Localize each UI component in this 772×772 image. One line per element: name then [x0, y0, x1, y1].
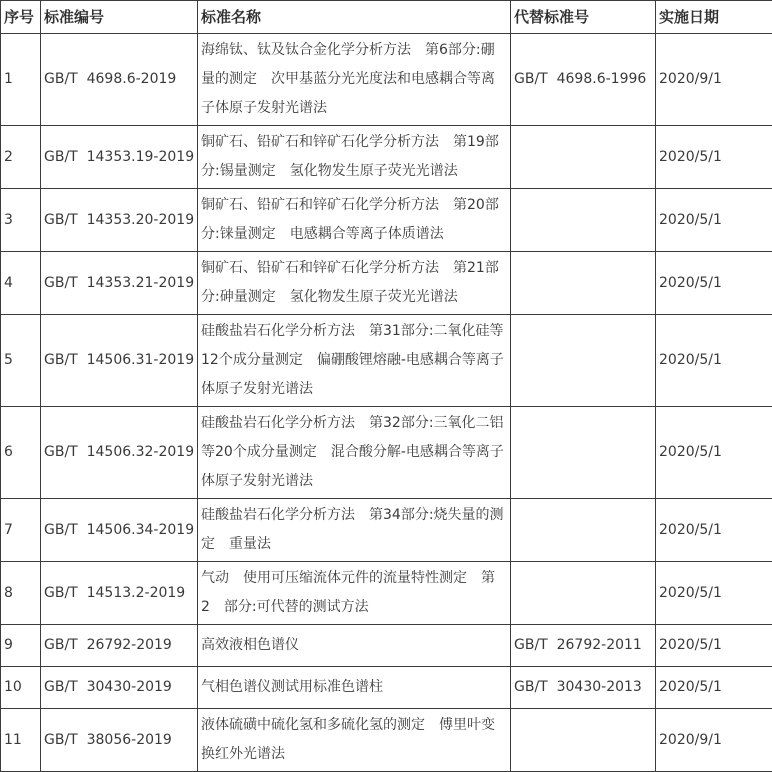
cell-name: 硅酸盐岩石化学分析方法 第32部分:三氧化二铝等20个成分量测定 混合酸分解-电感耦合等离子体原子发射光谱法 — [198, 407, 511, 499]
cell-replaces — [511, 315, 656, 407]
table-row — [1, 315, 772, 407]
cell-name: 硅酸盐岩石化学分析方法 第34部分:烧失量的测定 重量法 — [198, 499, 511, 562]
cell-code: GB/T 14506.31-2019 — [41, 315, 198, 407]
cell-replaces: GB/T 30430-2013 — [511, 667, 656, 709]
cell-date: 2020/5/1 — [656, 407, 772, 499]
cell-name: 液体硫磺中硫化氢和多硫化氢的测定 傅里叶变换红外光谱法 — [198, 709, 511, 772]
cell-no: 1 — [1, 34, 41, 126]
cell-no: 10 — [1, 667, 41, 709]
cell-replaces — [511, 407, 656, 499]
cell-name: 气动 使用可压缩流体元件的流量特性测定 第 2 部分:可代替的测试方法 — [198, 562, 511, 625]
cell-no: 2 — [1, 126, 41, 189]
cell-no: 7 — [1, 499, 41, 562]
table-row — [1, 667, 772, 709]
cell-date: 2020/5/1 — [656, 315, 772, 407]
cell-code: GB/T 14353.20-2019 — [41, 189, 198, 252]
cell-date: 2020/5/1 — [656, 189, 772, 252]
cell-date: 2020/5/1 — [656, 562, 772, 625]
table-header — [1, 1, 772, 34]
table-row — [1, 709, 772, 772]
cell-code: GB/T 4698.6-2019 — [41, 34, 198, 126]
table-row — [1, 252, 772, 315]
table-row — [1, 189, 772, 252]
cell-date: 2020/9/1 — [656, 34, 772, 126]
cell-no: 3 — [1, 189, 41, 252]
cell-no: 5 — [1, 315, 41, 407]
cell-code: GB/T 14353.21-2019 — [41, 252, 198, 315]
header-cell-no: 序号 — [1, 1, 41, 34]
cell-no: 4 — [1, 252, 41, 315]
cell-code: GB/T 14353.19-2019 — [41, 126, 198, 189]
cell-no: 11 — [1, 709, 41, 772]
header-cell-replaces: 代替标准号 — [511, 1, 656, 34]
cell-replaces — [511, 126, 656, 189]
header-cell-code: 标准编号 — [41, 1, 198, 34]
table-row — [1, 126, 772, 189]
table-row — [1, 34, 772, 126]
cell-code: GB/T 14513.2-2019 — [41, 562, 198, 625]
cell-name: 高效液相色谱仪 — [198, 625, 511, 667]
cell-code: GB/T 30430-2019 — [41, 667, 198, 709]
cell-name: 铜矿石、铅矿石和锌矿石化学分析方法 第19部分:锡量测定 氢化物发生原子荧光光谱法 — [198, 126, 511, 189]
cell-replaces — [511, 562, 656, 625]
cell-code: GB/T 38056-2019 — [41, 709, 198, 772]
header-cell-date: 实施日期 — [656, 1, 772, 34]
cell-date: 2020/5/1 — [656, 126, 772, 189]
cell-date: 2020/5/1 — [656, 667, 772, 709]
cell-name: 气相色谱仪测试用标准色谱柱 — [198, 667, 511, 709]
table-row — [1, 562, 772, 625]
cell-name: 海绵钛、钛及钛合金化学分析方法 第6部分:硼量的测定 次甲基蓝分光光度法和电感耦合等离子体原子发射光谱法 — [198, 34, 511, 126]
cell-replaces: GB/T 4698.6-1996 — [511, 34, 656, 126]
cell-no: 9 — [1, 625, 41, 667]
cell-code: GB/T 14506.34-2019 — [41, 499, 198, 562]
cell-name: 铜矿石、铅矿石和锌矿石化学分析方法 第20部分:铼量测定 电感耦合等离子体质谱法 — [198, 189, 511, 252]
cell-code: GB/T 14506.32-2019 — [41, 407, 198, 499]
cell-no: 6 — [1, 407, 41, 499]
table-row — [1, 499, 772, 562]
header-cell-name: 标准名称 — [198, 1, 511, 34]
cell-date: 2020/5/1 — [656, 625, 772, 667]
cell-date: 2020/5/1 — [656, 499, 772, 562]
cell-code: GB/T 26792-2019 — [41, 625, 198, 667]
cell-replaces — [511, 189, 656, 252]
cell-no: 8 — [1, 562, 41, 625]
cell-date: 2020/5/1 — [656, 252, 772, 315]
cell-date: 2020/9/1 — [656, 709, 772, 772]
cell-replaces: GB/T 26792-2011 — [511, 625, 656, 667]
cell-replaces — [511, 499, 656, 562]
cell-name: 铜矿石、铅矿石和锌矿石化学分析方法 第21部分:砷量测定 氢化物发生原子荧光光谱法 — [198, 252, 511, 315]
cell-replaces — [511, 709, 656, 772]
header-row — [1, 1, 772, 34]
table-body — [1, 34, 772, 772]
cell-replaces — [511, 252, 656, 315]
cell-name: 硅酸盐岩石化学分析方法 第31部分:二氧化硅等12个成分量测定 偏硼酸锂熔融-电感耦合等离子体原子发射光谱法 — [198, 315, 511, 407]
table-row — [1, 625, 772, 667]
table-row — [1, 407, 772, 499]
